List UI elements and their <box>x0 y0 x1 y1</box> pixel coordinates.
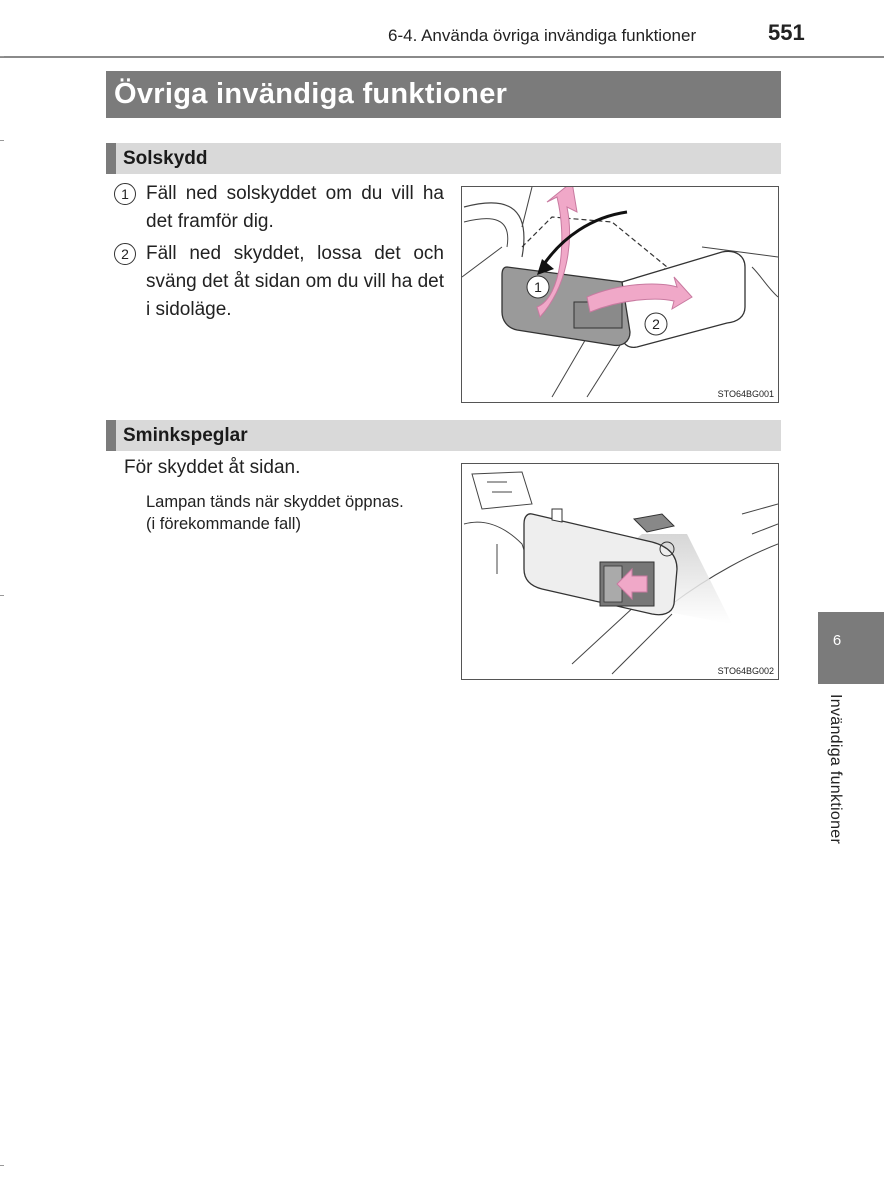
chapter-number: 6 <box>832 632 842 649</box>
step-text-1: Fäll ned solskyddet om du vill ha det framför dig. <box>146 183 444 232</box>
figure-callout-1: 1 <box>534 279 542 295</box>
sun-visor-figure <box>461 186 779 403</box>
crop-mark <box>0 56 4 57</box>
vanity-mirror-instruction: För skyddet åt sidan. <box>124 457 301 478</box>
vanity-mirror-figure <box>461 463 779 680</box>
step-text-2: Fäll ned skyddet, lossa det och sväng det åt sidan om du vill ha det i sidoläge. <box>146 243 444 320</box>
figure-callout-2: 2 <box>652 316 660 332</box>
vanity-mirror-heading: Sminkspeglar <box>106 420 781 451</box>
header-rule <box>0 56 884 58</box>
sun-visor-step-2 <box>114 240 444 324</box>
sun-visor-step-1 <box>114 180 444 236</box>
figure-code: STO64BG001 <box>717 389 774 399</box>
page-title: Övriga invändiga funktioner <box>106 71 781 118</box>
vanity-mirror-note-line-2: (i förekommande fall) <box>146 515 301 533</box>
crop-mark <box>0 595 4 596</box>
page-number: 551 <box>768 20 805 45</box>
sun-visor-illustration <box>462 187 779 403</box>
chapter-tab <box>818 612 884 684</box>
figure-code-2: STO64BG002 <box>717 666 774 676</box>
step-number-2: 2 <box>114 243 136 265</box>
vanity-mirror-note-line-1: Lampan tänds när skyddet öppnas. <box>146 493 404 511</box>
chapter-label: Invändiga funktioner <box>827 694 844 845</box>
vanity-mirror-illustration <box>462 464 779 680</box>
crop-mark <box>0 1165 4 1166</box>
sun-visor-heading: Solskydd <box>106 143 781 174</box>
step-number-1: 1 <box>114 183 136 205</box>
running-header-section: 6-4. Använda övriga invändiga funktioner <box>388 26 697 45</box>
crop-mark <box>0 140 4 141</box>
